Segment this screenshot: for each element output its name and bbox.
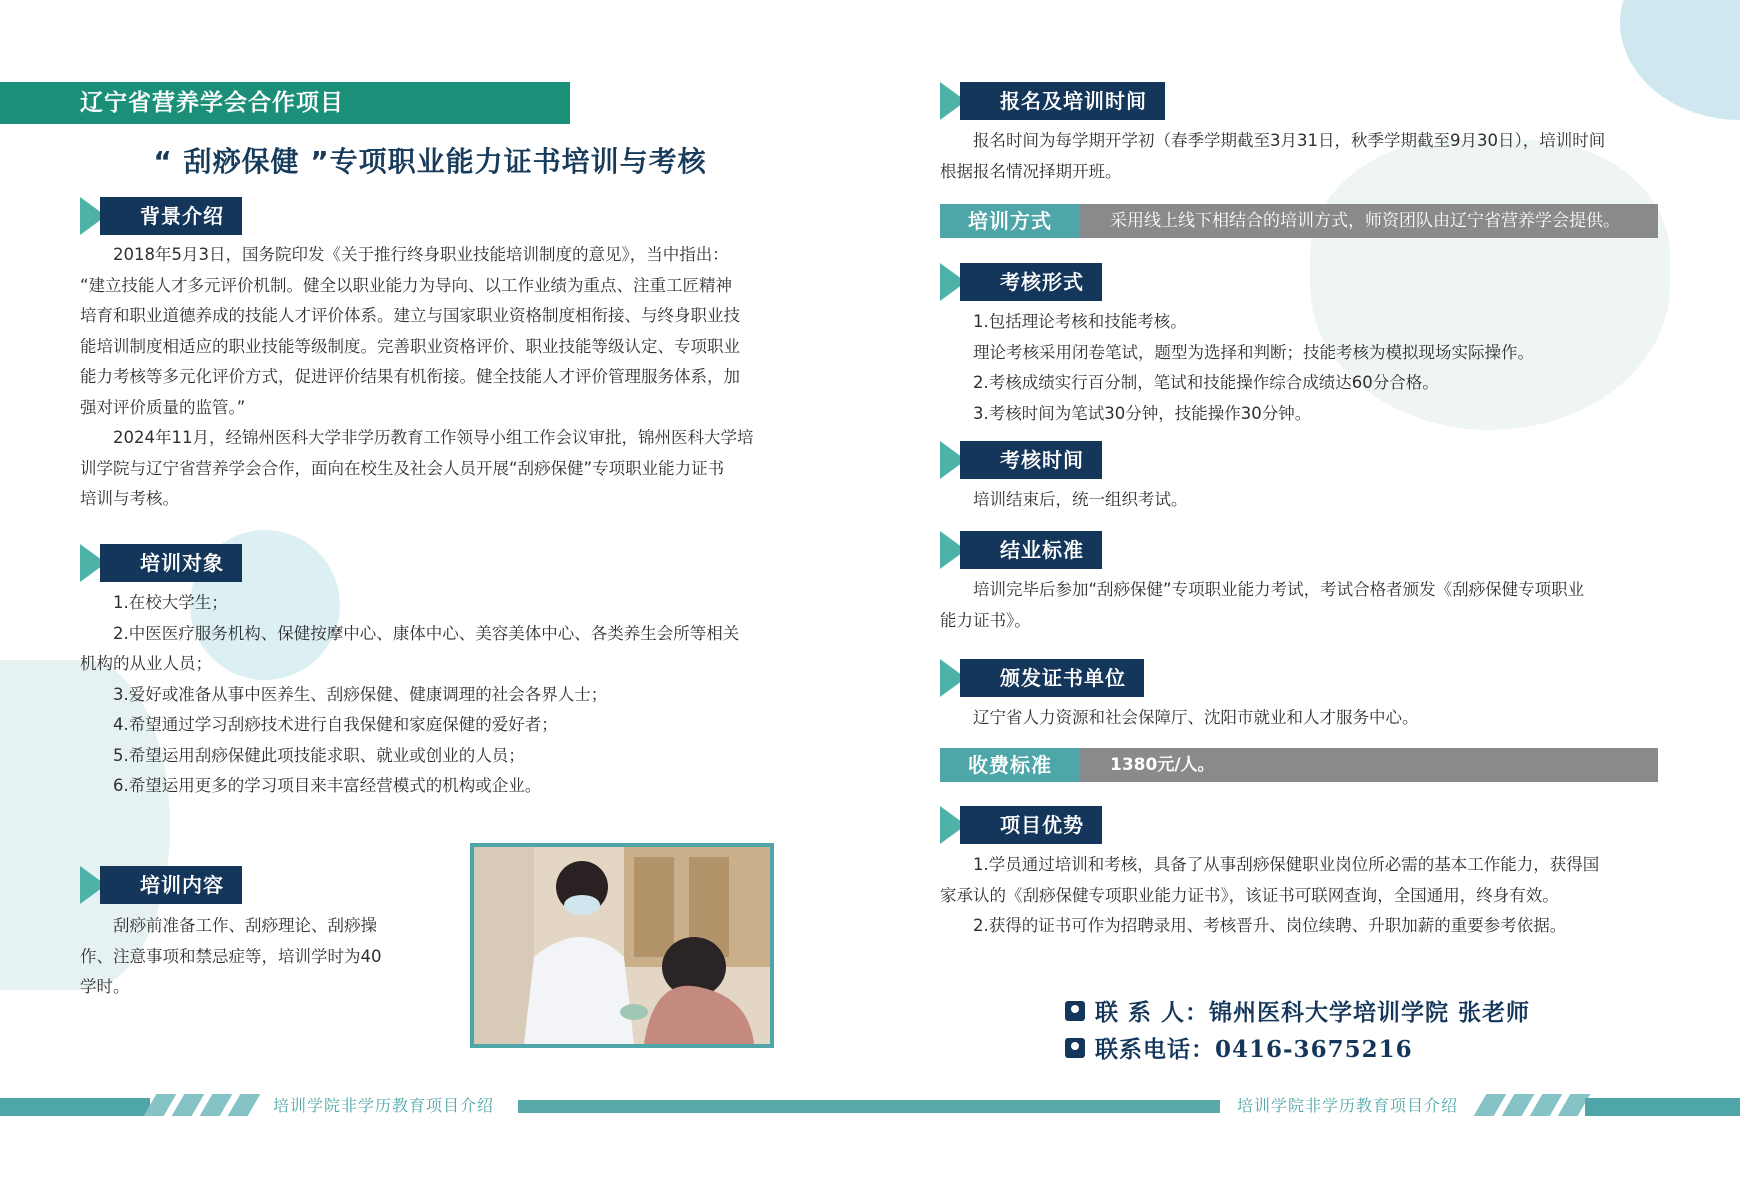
section-title: 结业标准 bbox=[960, 531, 1102, 569]
text-line: 能力证书》。 bbox=[940, 610, 1031, 630]
decor-blob bbox=[1620, 0, 1740, 120]
text-line: 能力考核等多元化评价方式，促进评价结果有机衔接。健全技能人才评价管理服务体系，加 bbox=[80, 367, 740, 386]
arrow-icon bbox=[940, 263, 982, 301]
arrow-icon bbox=[80, 866, 122, 904]
text-line: 1.包括理论考核和技能考核。 bbox=[973, 312, 1187, 331]
section-header-target bbox=[80, 544, 242, 582]
section-header-issuer bbox=[940, 659, 1144, 697]
section-title: 考核形式 bbox=[960, 263, 1102, 301]
contact-card-icon bbox=[1065, 1001, 1085, 1021]
text-line: 家承认的《刮痧保健专项职业能力证书》，该证书可联网查询，全国通用，终身有效。 bbox=[940, 885, 1559, 905]
text-line: 训学院与辽宁省营养学会合作，面向在校生及社会人员开展“刮痧保健”专项职业能力证书 bbox=[80, 458, 725, 478]
footer-stripes-right bbox=[1480, 1094, 1584, 1118]
section-title: 培训内容 bbox=[100, 866, 242, 904]
section-header-exam-form bbox=[940, 263, 1102, 301]
text-line: 4.希望通过学习刮痧技术进行自我保健和家庭保健的爱好者； bbox=[113, 715, 558, 734]
footer-bar-right bbox=[1585, 1098, 1740, 1116]
section-header-content bbox=[80, 866, 242, 904]
text-line: 根据报名情况择期开班。 bbox=[940, 161, 1122, 181]
section-header-exam-time bbox=[940, 441, 1102, 479]
text-line: 3.爱好或准备从事中医养生、刮痧保健、健康调理的社会各界人士； bbox=[113, 684, 608, 704]
arrow-icon bbox=[80, 544, 122, 582]
text-line: “建立技能人才多元评价机制。健全以职业能力为导向、以工作业绩为重点、注重工匠精神 bbox=[80, 275, 733, 295]
text-line: 2024年11月，经锦州医科大学非学历教育工作领导小组工作会议审批，锦州医科大学培 bbox=[113, 428, 754, 447]
contact-person bbox=[1065, 994, 1530, 1027]
org-banner: 辽宁省营养学会合作项目 bbox=[0, 82, 570, 124]
footer-text-right: 培训学院非学历教育项目介绍 bbox=[1237, 1096, 1459, 1115]
section-header-completion bbox=[940, 531, 1102, 569]
page-title: “ 刮痧保健 ”专项职业能力证书培训与考核 bbox=[153, 145, 707, 178]
footer-stripes-left bbox=[150, 1094, 254, 1118]
section-title: 考核时间 bbox=[960, 441, 1102, 479]
issuer-text bbox=[940, 703, 1665, 734]
target-text bbox=[80, 588, 810, 802]
text-line: 5.希望运用刮痧保健此项技能求职、就业或创业的人员； bbox=[113, 745, 525, 765]
section-title: 背景介绍 bbox=[100, 197, 242, 235]
arrow-icon bbox=[940, 82, 982, 120]
text-line: 1.在校大学生； bbox=[113, 593, 228, 612]
section-header-schedule bbox=[940, 82, 1165, 120]
footer-text-left: 培训学院非学历教育项目介绍 bbox=[273, 1096, 495, 1115]
text-line: 理论考核采用闭卷笔试，题型为选择和判断；技能考核为模拟现场实际操作。 bbox=[973, 342, 1534, 362]
contact-phone-text: 联系电话：0416-3675216 bbox=[1095, 1036, 1413, 1063]
exam-form-text bbox=[940, 307, 1665, 429]
section-title: 颁发证书单位 bbox=[960, 659, 1144, 697]
photo-illustration bbox=[474, 847, 770, 1044]
phone-icon bbox=[1065, 1038, 1085, 1058]
method-bar bbox=[940, 204, 1658, 238]
arrow-icon bbox=[940, 531, 982, 569]
footer-bar-center bbox=[518, 1100, 1220, 1113]
text-line: 刮痧前准备工作、刮痧理论、刮痧操 bbox=[113, 916, 377, 935]
arrow-icon bbox=[80, 197, 122, 235]
section-title: 项目优势 bbox=[960, 806, 1102, 844]
fee-value: 1380元/人。 bbox=[1080, 748, 1658, 782]
content-text bbox=[80, 911, 420, 1003]
text-line: 2.考核成绩实行百分制，笔试和技能操作综合成绩达60分合格。 bbox=[973, 373, 1439, 392]
section-header-advantage bbox=[940, 806, 1102, 844]
training-photo bbox=[470, 843, 774, 1048]
contact-phone bbox=[1065, 1031, 1413, 1064]
text-line: 机构的从业人员； bbox=[80, 654, 212, 673]
text-line: 培训完毕后参加“刮痧保健”专项职业能力考试，考试合格者颁发《刮痧保健专项职业 bbox=[973, 580, 1585, 599]
background-text bbox=[80, 240, 810, 515]
section-header-background bbox=[80, 197, 242, 235]
arrow-icon bbox=[940, 806, 982, 844]
text-line: 培训结束后，统一组织考试。 bbox=[973, 490, 1188, 509]
fee-bar bbox=[940, 748, 1658, 782]
arrow-icon bbox=[940, 441, 982, 479]
completion-text bbox=[940, 575, 1665, 636]
text-line: 能培训制度相适应的职业技能等级制度。完善职业资格评价、职业技能等级认定、专项职业 bbox=[80, 336, 740, 356]
text-line: 2.中医医疗服务机构、保健按摩中心、康体中心、美容美体中心、各类养生会所等相关 bbox=[113, 623, 740, 643]
footer-bar-left bbox=[0, 1098, 150, 1116]
text-line: 2.获得的证书可作为招聘录用、考核晋升、岗位续聘、升职加薪的重要参考依据。 bbox=[973, 916, 1567, 935]
method-key: 培训方式 bbox=[940, 204, 1080, 238]
text-line: 2018年5月3日，国务院印发《关于推行终身职业技能培训制度的意见》，当中指出： bbox=[113, 245, 729, 264]
section-title: 报名及培训时间 bbox=[960, 82, 1165, 120]
text-line: 强对评价质量的监管。” bbox=[80, 397, 246, 417]
text-line: 作、注意事项和禁忌症等，培训学时为40 bbox=[80, 946, 382, 966]
text-line: 培育和职业道德养成的技能人才评价体系。建立与国家职业资格制度相衔接、与终身职业技 bbox=[80, 306, 740, 325]
text-line: 报名时间为每学期开学初（春季学期截至3月31日，秋季学期截至9月30日），培训时间 bbox=[973, 131, 1606, 150]
text-line: 培训与考核。 bbox=[80, 489, 179, 508]
section-title: 培训对象 bbox=[100, 544, 242, 582]
text-line: 3.考核时间为笔试30分钟，技能操作30分钟。 bbox=[973, 403, 1312, 423]
advantage-text bbox=[940, 850, 1665, 942]
exam-time-text bbox=[940, 485, 1665, 516]
contact-person-text: 联 系 人：锦州医科大学培训学院 张老师 bbox=[1095, 999, 1531, 1026]
method-value: 采用线上线下相结合的培训方式，师资团队由辽宁省营养学会提供。 bbox=[1080, 204, 1658, 238]
schedule-text bbox=[940, 126, 1665, 187]
text-line: 1.学员通过培训和考核，具备了从事刮痧保健职业岗位所必需的基本工作能力，获得国 bbox=[973, 855, 1600, 874]
fee-key: 收费标准 bbox=[940, 748, 1080, 782]
text-line: 辽宁省人力资源和社会保障厅、沈阳市就业和人才服务中心。 bbox=[973, 708, 1419, 727]
text-line: 学时。 bbox=[80, 977, 130, 996]
arrow-icon bbox=[940, 659, 982, 697]
text-line: 6.希望运用更多的学习项目来丰富经营模式的机构或企业。 bbox=[113, 776, 542, 795]
